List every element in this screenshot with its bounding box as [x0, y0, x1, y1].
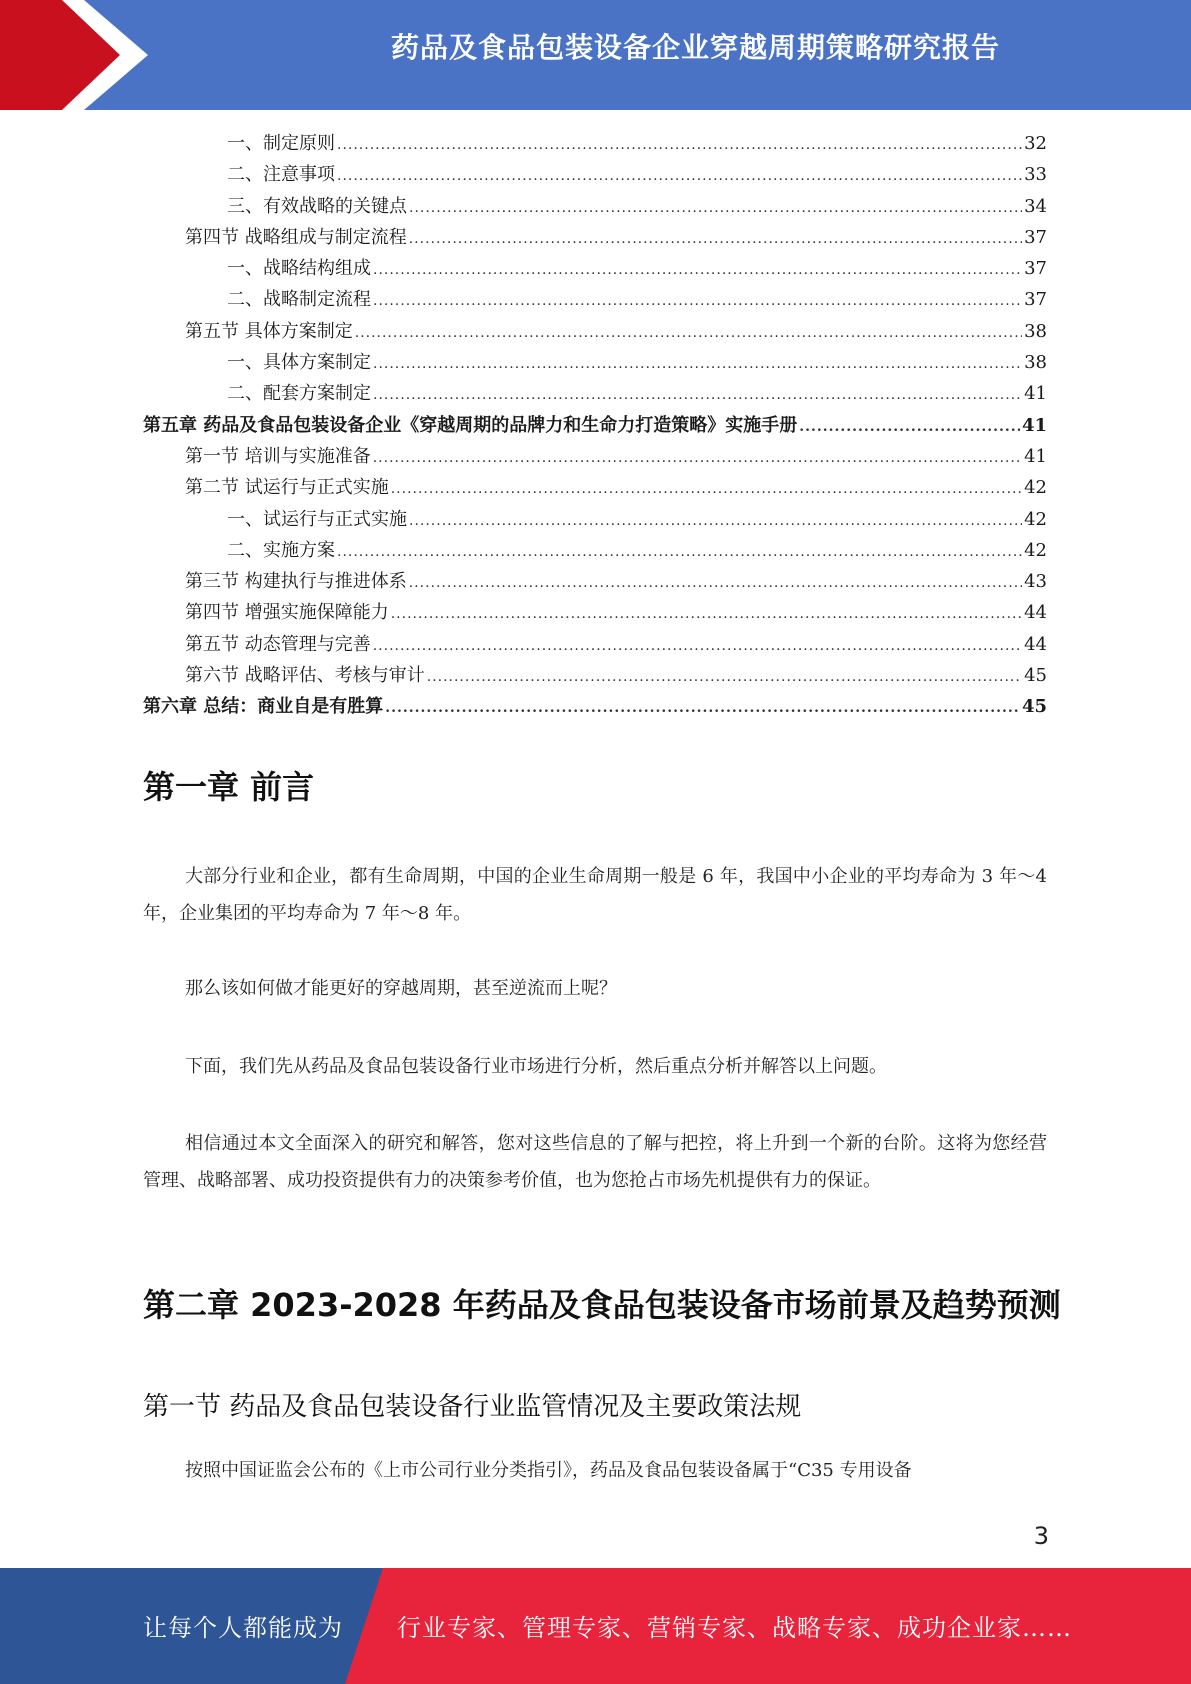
toc-entry-page: 42	[1024, 539, 1047, 561]
toc-entry-page: 44	[1024, 633, 1047, 655]
toc-entry-title: 二、实施方案	[227, 539, 335, 561]
toc-entry-title: 第四节 战略组成与制定流程	[185, 226, 407, 248]
toc-dot-leader	[799, 412, 1020, 443]
toc-entry-title: 第五节 动态管理与完善	[185, 633, 371, 655]
toc-entry[interactable]	[143, 378, 1047, 409]
section-1-title: 第一节 药品及食品包装设备行业监管情况及主要政策法规	[143, 1392, 802, 1422]
toc-dot-leader	[409, 506, 1022, 537]
toc-entry-title: 第五章 药品及食品包装设备企业《穿越周期的品牌力和生命力打造策略》实施手册	[143, 414, 798, 436]
toc-dot-leader	[409, 224, 1022, 255]
toc-entry-page: 32	[1024, 133, 1047, 154]
toc-entry[interactable]	[143, 347, 1047, 378]
toc-entry-page: 34	[1024, 195, 1047, 217]
toc-entry-title: 二、配套方案制定	[227, 383, 371, 405]
toc-entry[interactable]	[143, 222, 1047, 253]
chapter-1-paragraph-4: 相信通过本文全面深入的研究和解答，您对这些信息的了解与把控，将上升到一个新的台阶。这将为您经营管理、战略部署、成功投资提供有力的决策参考价值，也为您抢占市场先机提供有力的保证。	[143, 1133, 1047, 1191]
toc-entry-title: 第六章 总结：商业自是有胜算	[143, 696, 384, 718]
toc-entry-title: 一、战略结构组成	[227, 258, 371, 280]
toc-entry[interactable]	[143, 159, 1047, 190]
toc-dot-leader	[355, 318, 1022, 349]
toc-entry[interactable]	[143, 660, 1047, 691]
toc-entry-page: 41	[1024, 445, 1047, 467]
footer-slogan-right: 行业专家、管理专家、营销专家、战略专家、成功企业家……	[397, 1614, 1072, 1642]
toc-dot-leader	[427, 662, 1022, 693]
toc-entry[interactable]	[143, 535, 1047, 566]
toc-entry-title: 一、试运行与正式实施	[227, 508, 407, 530]
toc-dot-leader	[391, 599, 1022, 630]
toc-entry-page: 38	[1024, 352, 1047, 374]
toc-entry[interactable]	[143, 597, 1047, 628]
page-header	[0, 0, 1191, 110]
toc-entry-page: 43	[1024, 571, 1047, 593]
toc-entry-page: 41	[1024, 383, 1047, 405]
toc-entry[interactable]	[143, 316, 1047, 347]
toc-entry-page: 37	[1024, 226, 1047, 248]
toc-entry[interactable]	[143, 253, 1047, 284]
toc-entry-page: 42	[1024, 508, 1047, 530]
page-footer	[0, 1568, 1191, 1684]
toc-entry[interactable]	[143, 128, 1047, 159]
toc-entry-title: 第五节 具体方案制定	[185, 320, 353, 342]
toc-entry-page: 41	[1021, 414, 1047, 436]
toc-entry-title: 三、有效战略的关键点	[227, 195, 407, 217]
table-of-contents	[143, 128, 1047, 723]
toc-entry-title: 一、制定原则	[227, 133, 335, 154]
chapter-1-paragraph-1: 大部分行业和企业，都有生命周期，中国的企业生命周期一般是 6 年，我国中小企业的平均寿命为 3 年～4 年，企业集团的平均寿命为 7 年～8 年。	[143, 866, 1047, 924]
chapter-1-paragraph-2: 那么该如何做才能更好的穿越周期，甚至逆流而上呢？	[185, 978, 617, 999]
toc-entry[interactable]	[143, 284, 1047, 315]
toc-dot-leader	[373, 443, 1022, 474]
toc-entry-title: 第六节 战略评估、考核与审计	[185, 665, 425, 687]
toc-entry[interactable]	[143, 191, 1047, 222]
header-title: 药品及食品包装设备企业穿越周期策略研究报告	[390, 31, 1000, 64]
toc-entry[interactable]	[143, 410, 1047, 441]
toc-entry[interactable]	[143, 691, 1047, 722]
toc-entry-title: 第二节 试运行与正式实施	[185, 477, 389, 499]
toc-dot-leader	[373, 286, 1022, 317]
toc-dot-leader	[373, 255, 1022, 286]
chapter-1-paragraph-3: 下面，我们先从药品及食品包装设备行业市场进行分析，然后重点分析并解答以上问题。	[185, 1056, 887, 1077]
toc-entry-title: 一、具体方案制定	[227, 352, 371, 374]
chapter-2-title: 第二章 2023-2028 年药品及食品包装设备市场前景及趋势预测	[143, 1286, 1061, 1324]
page-number: 3	[1033, 1522, 1049, 1550]
toc-dot-leader	[337, 130, 1022, 161]
toc-dot-leader	[385, 693, 1020, 724]
toc-entry-title: 第四节 增强实施保障能力	[185, 602, 389, 624]
toc-dot-leader	[373, 631, 1022, 662]
toc-entry[interactable]	[143, 504, 1047, 535]
toc-entry-page: 38	[1024, 320, 1047, 342]
toc-entry[interactable]	[143, 472, 1047, 503]
toc-dot-leader	[337, 161, 1022, 192]
toc-entry-title: 第一节 培训与实施准备	[185, 445, 371, 467]
toc-dot-leader	[373, 349, 1022, 380]
toc-dot-leader	[409, 568, 1022, 599]
toc-dot-leader	[337, 537, 1022, 568]
toc-dot-leader	[373, 380, 1022, 411]
toc-entry-page: 45	[1024, 665, 1047, 687]
toc-entry[interactable]	[143, 629, 1047, 660]
toc-entry[interactable]	[143, 441, 1047, 472]
chapter-1-title: 第一章 前言	[143, 768, 315, 806]
toc-entry-page: 45	[1021, 696, 1047, 718]
chapter-2-paragraph-1: 按照中国证监会公布的《上市公司行业分类指引》，药品及食品包装设备属于“C35 专用设备	[185, 1460, 912, 1481]
header-arrow-decoration	[0, 0, 160, 110]
footer-slogan-left: 让每个人都能成为	[143, 1614, 343, 1642]
toc-entry[interactable]	[143, 566, 1047, 597]
toc-dot-leader	[391, 474, 1022, 505]
toc-entry-page: 37	[1024, 258, 1047, 280]
toc-entry-title: 二、战略制定流程	[227, 289, 371, 311]
toc-entry-page: 44	[1024, 602, 1047, 624]
toc-entry-page: 37	[1024, 289, 1047, 311]
toc-entry-title: 二、注意事项	[227, 164, 335, 186]
toc-entry-page: 42	[1024, 477, 1047, 499]
toc-entry-title: 第三节 构建执行与推进体系	[185, 571, 407, 593]
toc-entry-page: 33	[1024, 164, 1047, 186]
toc-dot-leader	[409, 193, 1022, 224]
